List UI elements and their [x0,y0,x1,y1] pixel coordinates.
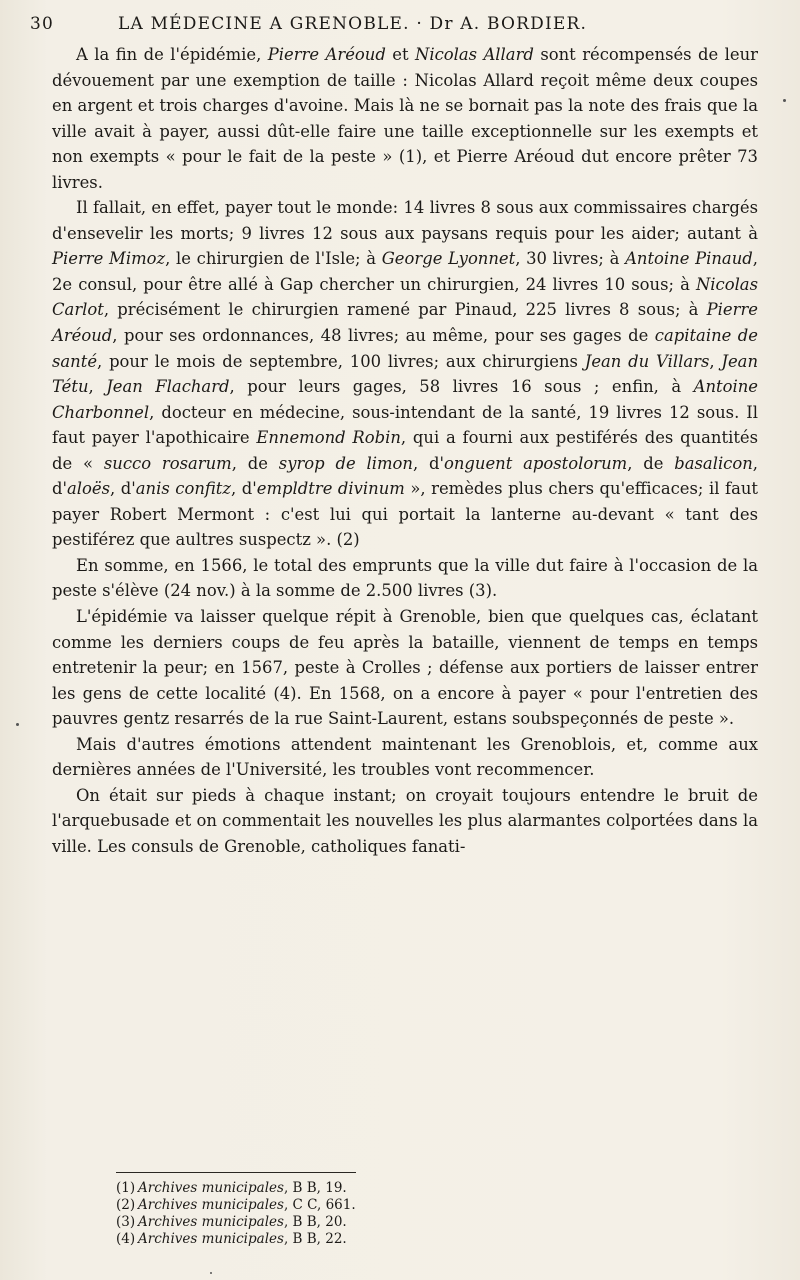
italic-text: onguent apostolorum [444,453,628,473]
italic-text: aloës [67,479,110,499]
text-run: , [709,351,722,371]
paragraph [52,42,758,195]
text-run: , 2e consul, pour être allé à Gap chercher un chirurgien, 24 livres 10 sous; à [52,249,758,294]
italic-text: Pierre Aréoud [267,45,386,64]
paragraph [52,732,758,783]
italic-text: Pierre Aréoud [52,300,758,346]
italic-text: empldtre divinum [256,479,405,499]
italic-text: capitaine de santé [52,326,758,371]
page-header [30,6,790,40]
text-run: , précisément le chirurgien ramené par Pinaud, 225 livres 8 sous; à [103,300,707,320]
italic-text: basalicon [674,453,753,473]
paper-speck [783,99,786,102]
italic-text: George Lyonnet [381,249,516,269]
text-run: , d' [52,453,759,499]
text-run: , d' [412,453,444,473]
italic-text: Jean du Villars [584,351,710,371]
text-run: , pour leurs gages, 58 livres 16 sous ; enfin, à [229,377,694,397]
footnote-rule [116,1172,356,1173]
paper-speck [210,1272,212,1274]
text-run: , de [231,453,279,473]
text-run: , pour le mois de septembre, 100 livres; aux chirurgiens [97,351,585,371]
footnote-label: (4) [116,1231,136,1247]
text-run: , pour ses ordonnances, 48 livres; au même, pour ses gages de [112,326,655,346]
text-run: , qui a fourni aux pestiférés des quantités de « [52,428,759,473]
footnote-reference: , C C, 661. [283,1197,356,1213]
paragraph [52,783,758,860]
text-run: A la fin de l'épidémie, [76,45,268,64]
text-run: , 30 livres; à [515,249,626,269]
text-run: , le chirurgien de l'Isle; à [165,249,382,269]
text-run: Il fallait, en effet, payer tout le monde: 14 livres 8 sous aux commissaires chargés d'ensevelir les morts; 9 livres 12 sous aux paysans requis pour les aider; autant à [52,198,758,243]
text-run: », remèdes plus chers qu'efficaces; il faut payer Robert Mermont : c'est lui qui portait la lanterne au-devant « tant des pestiférez que aultres suspectz ». (2) [52,479,758,550]
paragraph [52,604,758,732]
body-text [52,42,758,860]
text-run: , de [627,453,675,473]
italic-text: Jean Flachard [106,377,230,397]
text-run: et [385,45,415,64]
italic-text: Nicolas Allard [414,45,534,64]
paper-speck [16,723,19,726]
footnote-source: Archives municipales [138,1197,284,1213]
footnote [116,1197,676,1214]
footnote-reference: , B B, 19. [283,1180,347,1196]
text-run: , d' [231,479,257,499]
footnotes [116,1180,676,1248]
footnote-reference: , B B, 22. [283,1231,347,1247]
footnote-label: (1) [116,1180,136,1196]
footnote-label: (2) [116,1197,136,1213]
footnote-reference: , B B, 20. [283,1214,347,1230]
italic-text: Jean Tétu [52,351,759,397]
italic-text: Antoine Charbonnel [52,377,759,422]
italic-text: syrop de limon [278,453,413,473]
text-run: sont récompensés de leur dévouement par une exemption de taille : Nicolas Allard reçoit même deux coupes en argent et trois charges d'avoine. Mais là ne se bornait pas la note des frais que la ville avait à payer, aussi dût-elle faire une taille exceptionnelle sur les exempts et non exempts « pour le fait de la peste » (1), et Pierre Aréoud dut encore prêter 73 livres. [52,45,758,192]
footnote [116,1180,676,1197]
text-run: En somme, en 1566, le total des emprunts que la ville dut faire à l'occasion de la peste s'élève (24 nov.) à la somme de 2.500 livres (3). [52,555,758,601]
italic-text: succo rosarum [103,453,232,473]
footnote [116,1231,676,1248]
italic-text: anis confitz [135,479,232,499]
text-run: L'épidémie va laisser quelque répit à Grenoble, bien que quelques cas, éclatant comme les derniers coups de feu après la bataille, viennent de temps en temps entretenir la peur; en 1567, peste à Crolles ; défense aux portiers de laisser entrer les gens de cette localité (4). En 1568, on a encore à payer « pour l'entretien des pauvres gentz resarrés de la rue Saint-Laurent, estans soubspeçonnés de peste ». [52,607,758,729]
text-run: , docteur en médecine, sous-intendant de la santé, 19 livres 12 sous. Il faut payer l'apothicaire [52,402,758,448]
italic-text: Antoine Pinaud [625,249,753,269]
text-run: On était sur pieds à chaque instant; on croyait toujours entendre le bruit de l'arquebusade et on commentait les nouvelles les plus alarmantes colportées dans la ville. Les consuls de Grenoble, catholiques fanati- [52,785,758,856]
footnote-source: Archives municipales [138,1231,284,1247]
italic-text: Ennemond Robin [256,428,401,448]
italic-text: Nicolas Carlot [52,274,758,320]
running-title: LA MÉDECINE A GRENOBLE. · Dr A. BORDIER. [118,14,588,34]
page-number: 30 [30,14,55,34]
paragraph [52,195,758,553]
paragraph [52,553,758,604]
text-run: , d' [110,479,136,499]
footnote [116,1214,676,1231]
footnote-source: Archives municipales [138,1180,284,1196]
italic-text: Pierre Mimoz [52,249,166,269]
text-run: Mais d'autres émotions attendent maintenant les Grenoblois, et, comme aux dernières années de l'Université, les troubles vont recommencer. [52,734,758,780]
footnote-source: Archives municipales [138,1214,284,1230]
text-run: , [88,377,107,397]
footnote-label: (3) [116,1214,136,1230]
